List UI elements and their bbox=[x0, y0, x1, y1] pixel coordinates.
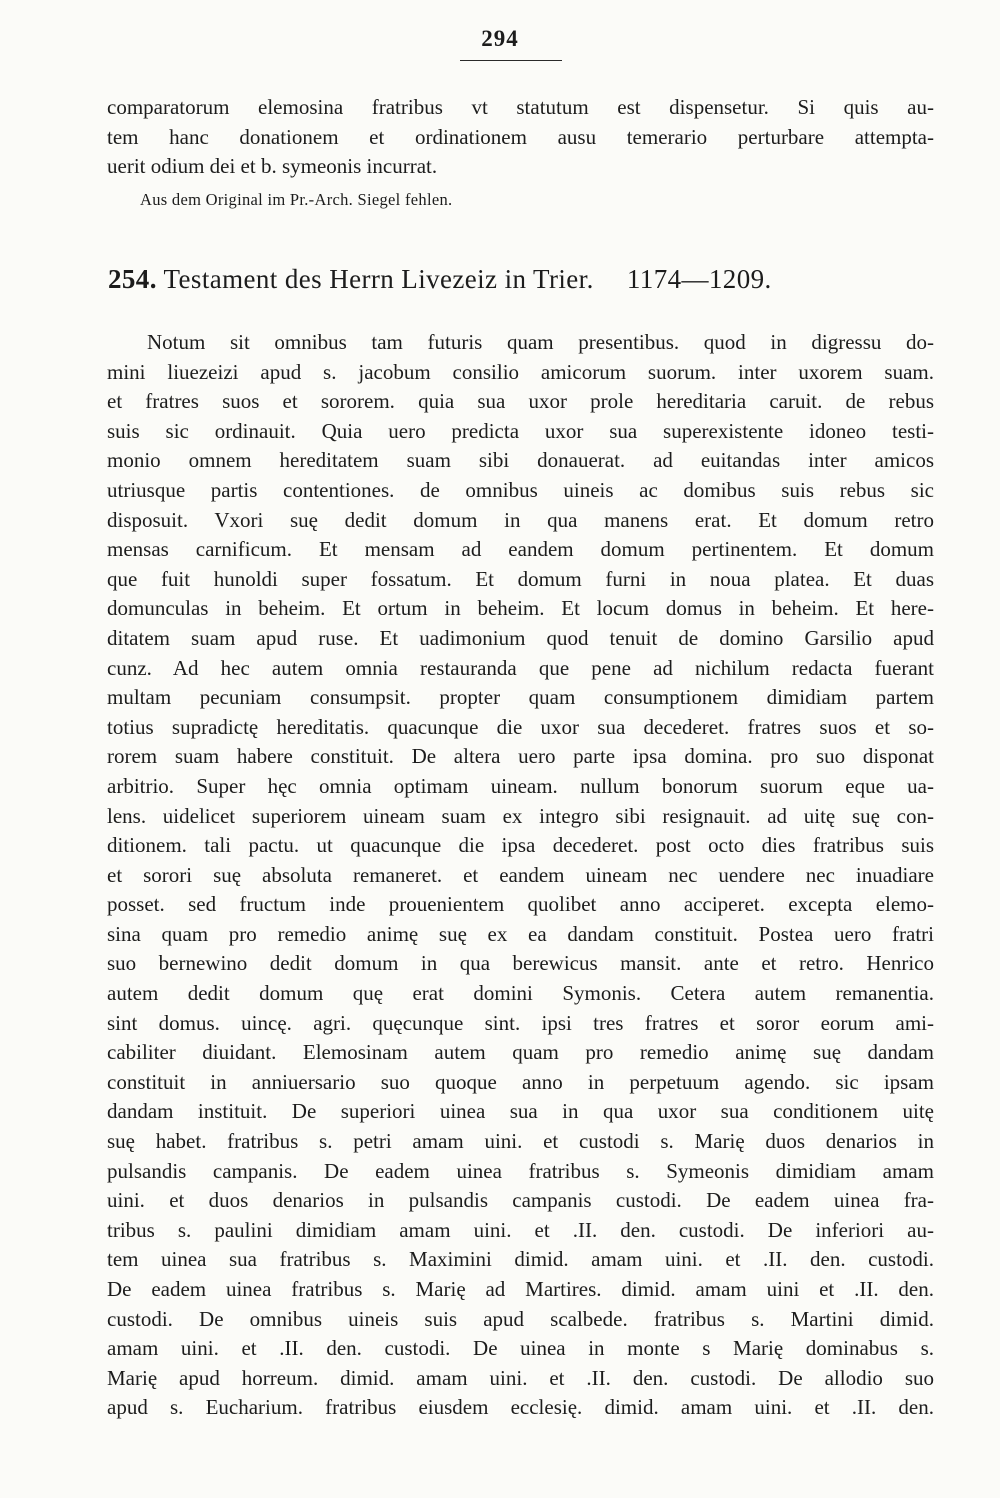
page-number: 294 bbox=[481, 26, 519, 51]
text-line: et fratres suos et sororem. quia sua uxor prole hereditaria caruit. de rebus bbox=[107, 389, 934, 414]
text-line: domunculas in beheim. Et ortum in beheim. Et locum domus in beheim. Et here- bbox=[107, 596, 934, 621]
text-line: sina quam pro remedio animę suę ex ea dandam constituit. Postea uero fratri bbox=[107, 921, 934, 946]
text-line: De eadem uinea fratribus s. Marię ad Martires. dimid. amam uini et .II. den. bbox=[107, 1277, 934, 1301]
text-line: comparatorum elemosina fratribus vt statutum est dispensetur. Si quis au- bbox=[107, 95, 934, 119]
text-line: mini liuezeizi apud s. jacobum consilio amicorum suorum. inter uxorem suam. bbox=[107, 359, 934, 384]
document-number: 254. bbox=[108, 264, 157, 294]
page-number-rule bbox=[460, 60, 562, 61]
text-line: cunz. Ad hec autem omnia restauranda que pene ad nichilum redacta fuerant bbox=[107, 655, 934, 680]
document-title: Testament des Herrn Livezeiz in Trier. bbox=[163, 264, 594, 294]
text-line: rorem suam habere constituit. De altera uero parte ipsa domina. pro suo disponat bbox=[107, 744, 934, 769]
text-line: totius supradictę hereditatis. quacunque die uxor sua decederet. fratres suos et so- bbox=[107, 714, 934, 739]
text-line: cabiliter diuidant. Elemosinam autem quam pro remedio animę suę dandam bbox=[107, 1040, 934, 1065]
text-line: suę habet. fratribus s. petri amam uini. et custodi s. Marię duos denarios in bbox=[107, 1129, 934, 1154]
text-line: pulsandis campanis. De eadem uinea fratribus s. Symeonis dimidiam amam bbox=[107, 1158, 934, 1183]
text-line: posset. sed fructum inde prouenientem quolibet anno acciperet. excepta elemo- bbox=[107, 892, 934, 917]
continuation-text bbox=[107, 93, 934, 182]
text-line: sint domus. uincę. agri. quęcunque sint. ipsi tres fratres et soror eorum ami- bbox=[107, 1010, 934, 1035]
text-line: disposuit. Vxori suę dedit domum in qua manens erat. Et domum retro bbox=[107, 507, 934, 532]
text-line: apud s. Eucharium. fratribus eiusdem ecclesię. dimid. amam uini. et .II. den. bbox=[107, 1395, 934, 1420]
text-line: amam uini. et .II. den. custodi. De uinea in monte s Marię dominabus s. bbox=[107, 1336, 934, 1361]
source-note: Aus dem Original im Pr.-Arch. Siegel fehlen. bbox=[140, 190, 453, 209]
document-heading bbox=[108, 264, 772, 295]
document-body bbox=[107, 328, 934, 1423]
text-line: ditatem suam apud ruse. Et uadimonium quod tenuit de domino Garsilio apud bbox=[107, 625, 934, 650]
text-line: suis sic ordinauit. Quia uero predicta uxor sua superexistente idoneo testi- bbox=[107, 418, 934, 443]
text-line: mensas carnificum. Et mensam ad eandem domum pertinentem. Et domum bbox=[107, 537, 934, 562]
text-line: custodi. De omnibus uineis suis apud scalbede. fratribus s. Martini dimid. bbox=[107, 1306, 934, 1331]
text-line: tem uinea sua fratribus s. Maximini dimid. amam uini. et .II. den. custodi. bbox=[107, 1247, 934, 1272]
text-line: uini. et duos denarios in pulsandis campanis custodi. De eadem uinea fra- bbox=[107, 1188, 934, 1213]
text-line: monio omnem hereditatem suam sibi donauerat. ad euitandas inter amicos bbox=[107, 448, 934, 473]
text-line: tem hanc donationem et ordinationem ausu temerario perturbare attempta- bbox=[107, 124, 934, 149]
text-line: Notum sit omnibus tam futuris quam presentibus. quod in digressu do- bbox=[147, 330, 934, 354]
text-line: utriusque partis contentiones. de omnibus uineis ac domibus suis rebus sic bbox=[107, 477, 934, 502]
text-line: multam pecuniam consumpsit. propter quam consumptionem dimidiam partem bbox=[107, 685, 934, 710]
text-line: lens. uidelicet superiorem uineam suam ex integro sibi resignauit. ad uitę suę con- bbox=[107, 803, 934, 828]
text-line: arbitrio. Super hęc omnia optimam uineam. nullum bonorum suorum eque ua- bbox=[107, 773, 934, 798]
text-line: et sorori suę absoluta remaneret. et eandem uineam nec uendere nec inuadiare bbox=[107, 862, 934, 887]
text-line: Marię apud horreum. dimid. amam uini. et .II. den. custodi. De allodio suo bbox=[107, 1365, 934, 1390]
text-line: dandam instituit. De superiori uinea sua in qua uxor sua conditionem uitę bbox=[107, 1099, 934, 1124]
text-line: constituit in anniuersario suo quoque anno in perpetuum agendo. sic ipsam bbox=[107, 1069, 934, 1094]
text-line: que fuit hunoldi super fossatum. Et domum furni in noua platea. Et duas bbox=[107, 566, 934, 591]
text-line: autem dedit domum quę erat domini Symonis. Cetera autem remanentia. bbox=[107, 981, 934, 1006]
text-line: tribus s. paulini dimidiam amam uini. et .II. den. custodi. De inferiori au- bbox=[107, 1217, 934, 1242]
text-line: suo bernewino dedit domum in qua berewicus mansit. ante et retro. Henrico bbox=[107, 951, 934, 976]
text-line: uerit odium dei et b. symeonis incurrat. bbox=[107, 154, 438, 179]
document-date: 1174—1209. bbox=[626, 264, 772, 294]
text-line: ditionem. tali pactu. ut quacunque die ipsa decederet. post octo dies fratribus suis bbox=[107, 833, 934, 858]
